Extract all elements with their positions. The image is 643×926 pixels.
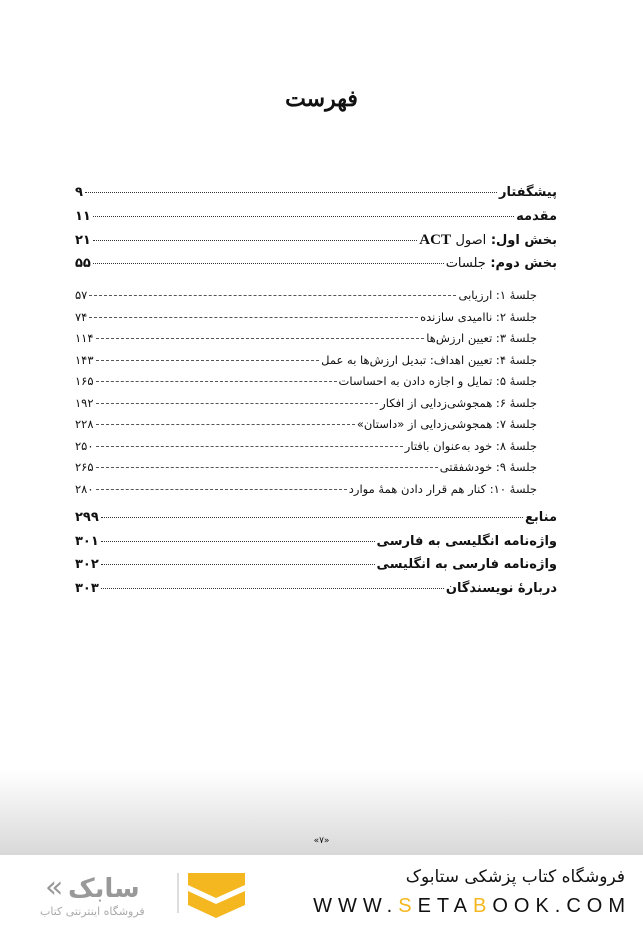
store-banner xyxy=(0,855,643,926)
entry-page: ۱۱۴ xyxy=(75,331,94,345)
entry-page: ۵۷ xyxy=(75,288,88,302)
part-name: جلسات xyxy=(445,255,486,271)
url-part: WWW. xyxy=(313,895,399,917)
leader-dots xyxy=(96,338,425,339)
entry-page: ۱۹۲ xyxy=(75,395,94,410)
entry-page: ۳۰۳ xyxy=(75,580,99,596)
leader-dots xyxy=(96,360,320,361)
entry-title: جلسهٔ ۱: ارزیابی xyxy=(458,288,537,302)
toc-session-entry xyxy=(75,374,557,396)
entry-page: ۲۲۸ xyxy=(75,417,94,431)
entry-page: ۲۶۵ xyxy=(75,460,94,474)
entry-title: جلسهٔ ۹: خودشفقتی xyxy=(439,460,537,474)
leader-dots xyxy=(96,489,347,490)
leader-dots xyxy=(96,424,355,425)
entry-page: ۵۵ xyxy=(75,255,91,271)
toc-session-entry xyxy=(75,417,557,439)
entry-title: جلسهٔ ۵: تمایل و اجازه دادن به احساسات xyxy=(338,374,537,388)
toc-entry xyxy=(75,209,557,233)
shop-name: فروشگاه کتاب پزشکی ستابوک xyxy=(405,867,625,887)
entry-page: ۳۰۱ xyxy=(75,533,99,549)
entry-page: ۲۵۰ xyxy=(75,438,94,453)
leader-dots xyxy=(96,467,438,468)
leader-dots xyxy=(93,216,514,217)
leader-dots xyxy=(89,317,418,318)
logo-mark-icon xyxy=(188,873,245,898)
toc-entry xyxy=(75,557,557,581)
svg-text:سابک: سابک xyxy=(68,874,140,904)
toc-entry xyxy=(75,534,557,558)
entry-title: جلسهٔ ۲: ناامیدی سازنده xyxy=(420,309,537,324)
leader-dots xyxy=(101,517,523,518)
entry-page: ۲۸۰ xyxy=(75,481,94,496)
entry-title: واژه‌نامه فارسی به انگلیسی xyxy=(376,557,557,572)
entry-page: ۳۰۲ xyxy=(75,557,99,572)
toc-session-entry xyxy=(75,460,557,482)
entry-title: جلسهٔ ۶: همجوشی‌زدایی از افکار xyxy=(380,395,537,410)
toc-session-entry xyxy=(75,353,557,375)
url-part: B xyxy=(472,895,493,917)
leader-dots xyxy=(96,446,403,447)
toc-main xyxy=(75,185,557,279)
toc-back-matter xyxy=(75,510,557,604)
page-title: فهرست xyxy=(285,86,358,112)
url-part: OOK.COM xyxy=(492,895,631,917)
toc-session-entry xyxy=(75,439,557,461)
entry-page: ۱۱ xyxy=(75,208,91,224)
entry-title: دربارهٔ نویسندگان xyxy=(445,580,557,596)
leader-dots xyxy=(101,541,375,542)
toc-entry xyxy=(75,256,557,280)
leader-dots xyxy=(96,381,337,382)
leader-dots xyxy=(85,192,497,193)
toc-session-entry xyxy=(75,482,557,504)
part-latin: ACT xyxy=(419,232,451,248)
toc-session-entry xyxy=(75,310,557,332)
entry-title: جلسهٔ ۷: همجوشی‌زدایی از «داستان» xyxy=(356,417,537,431)
toc-entry xyxy=(75,232,557,256)
url-part: ETA xyxy=(417,895,473,917)
entry-page: ۲۹۹ xyxy=(75,510,99,525)
toc-sessions xyxy=(75,288,557,503)
entry-page: ۹ xyxy=(75,185,83,200)
leader-dots xyxy=(89,295,456,296)
entry-title: جلسهٔ ۱۰: کنار هم قرار دادن همهٔ موارد xyxy=(348,481,537,496)
logo-subtitle: فروشگاه اینترنتی کتاب xyxy=(40,905,145,918)
entry-title xyxy=(446,256,557,271)
entry-title: پیشگفتار xyxy=(498,185,557,200)
part-name: اصول xyxy=(455,233,487,248)
entry-page: ۱۶۵ xyxy=(75,374,94,388)
toc-entry xyxy=(75,185,557,209)
entry-title: جلسهٔ ۳: تعیین ارزش‌ها xyxy=(426,331,537,345)
toc-entry xyxy=(75,581,557,605)
leader-dots xyxy=(93,263,444,264)
toc-session-entry xyxy=(75,331,557,353)
entry-title: مقدمه xyxy=(516,208,557,224)
store-url[interactable] xyxy=(313,895,631,918)
leader-dots xyxy=(101,564,375,565)
entry-page: ۲۱ xyxy=(75,233,91,248)
entry-page: ۷۴ xyxy=(75,309,88,324)
part-label: بخش اول: xyxy=(490,233,557,248)
entry-title: جلسهٔ ۴: تعیین اهداف: تبدیل ارزش‌ها به عمل xyxy=(321,352,537,367)
leader-dots xyxy=(93,240,417,241)
toc-entry xyxy=(75,510,557,534)
leader-dots xyxy=(101,588,444,589)
chevrons-icon: « xyxy=(45,870,64,905)
part-label: بخش دوم: xyxy=(490,255,557,271)
entry-title: جلسهٔ ۸: خود به‌عنوان بافتار xyxy=(404,438,537,453)
toc-session-entry xyxy=(75,288,557,310)
url-part: S xyxy=(398,895,418,917)
entry-title: منابع xyxy=(525,510,557,525)
toc-session-entry xyxy=(75,396,557,418)
entry-page: ۱۴۳ xyxy=(75,352,94,367)
page-number: «۷» xyxy=(313,836,330,846)
entry-title: واژه‌نامه انگلیسی به فارسی xyxy=(376,533,557,549)
entry-title xyxy=(419,232,557,249)
leader-dots xyxy=(96,403,379,404)
